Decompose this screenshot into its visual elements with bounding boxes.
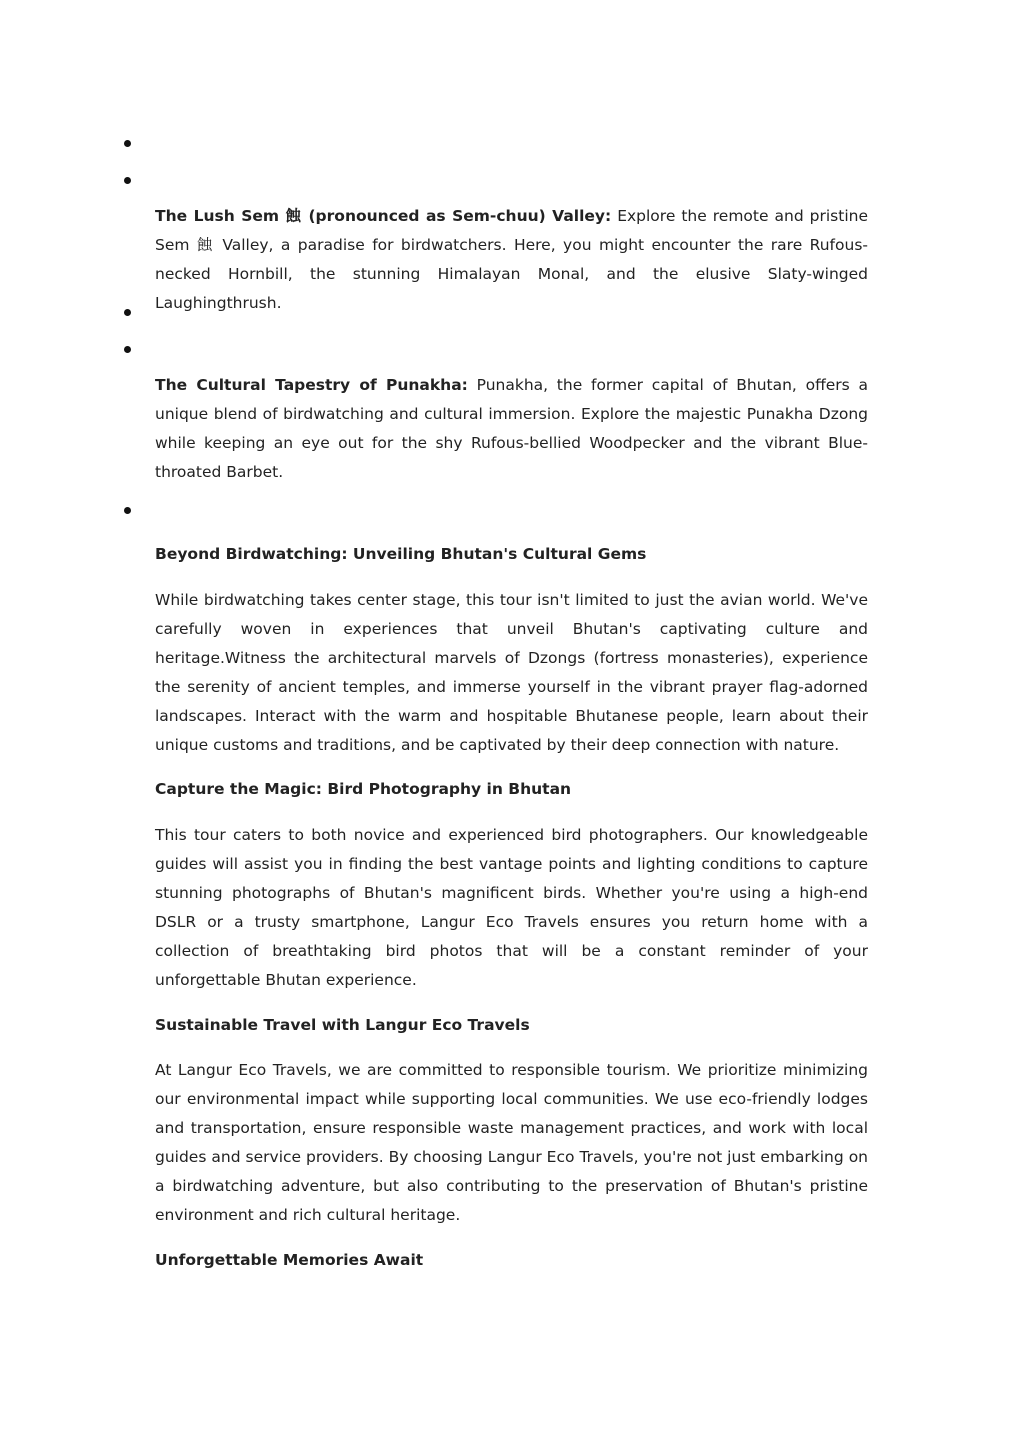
list-bullet: [124, 309, 131, 316]
list-item-lead: The Cultural Tapestry of Punakha:: [155, 376, 468, 394]
section-heading: Sustainable Travel with Langur Eco Travels: [155, 1016, 530, 1034]
list-bullet: [124, 507, 131, 514]
section-heading: Beyond Birdwatching: Unveiling Bhutan's Cultural Gems: [155, 545, 647, 563]
section-heading: Unforgettable Memories Await: [155, 1251, 424, 1269]
list-bullet: [124, 346, 131, 353]
list-bullet: [124, 177, 131, 184]
section-heading: Capture the Magic: Bird Photography in Bhutan: [155, 780, 572, 798]
section-body: At Langur Eco Travels, we are committed to responsible tourism. We prioritize minimizing our environmental impact while supporting local communities. We use eco-friendly lodges and transportation, ensure responsible waste management practices, and work with local guides and service providers. By choosing Langur Eco Travels, you're not just embarking on a birdwatching adventure, but also contributing to the preservation of Bhutan's pristine environment and rich cultural heritage.: [155, 1061, 868, 1224]
list-item-text: Punakha, the former capital of Bhutan, offers a unique blend of birdwatching and cultural immersion. Explore the majestic Punakha Dzong while keeping an eye out for the shy Rufous-bellied Woodpecker and the vibrant Blue-throated Barbet.: [155, 376, 868, 481]
section-body: While birdwatching takes center stage, this tour isn't limited to just the avian world. We've carefully woven in experiences that unveil Bhutan's captivating culture and heritage.Witness the architectural marvels of Dzongs (fortress monasteries), experience the serenity of ancient temples, and immerse yourself in the vibrant prayer flag-adorned landscapes. Interact with the warm and hospitable Bhutanese people, learn about their unique customs and traditions, and be captivated by their deep connection with nature.: [155, 591, 868, 754]
section-body: This tour caters to both novice and experienced bird photographers. Our knowledgeable guides will assist you in finding the best vantage points and lighting conditions to capture stunning photographs of Bhutan's magnificent birds. Whether you're using a high-end DSLR or a trusty smartphone, Langur Eco Travels ensures you return home with a collection of breathtaking bird photos that will be a constant reminder of your unforgettable Bhutan experience.: [155, 826, 868, 989]
list-bullet: [124, 140, 131, 147]
list-item-punakha: [155, 371, 868, 487]
list-item-text: Explore the remote and pristine Sem 蝕 Valley, a paradise for birdwatchers. Here, you might encounter the rare Rufous-necked Hornbill, the stunning Himalayan Monal, and the elusive Slaty-winged Laughingthrush.: [155, 207, 868, 312]
list-item-lead: The Lush Sem 蝕 (pronounced as Sem-chuu) Valley:: [155, 207, 612, 225]
list-item-sem-valley: [155, 202, 868, 318]
